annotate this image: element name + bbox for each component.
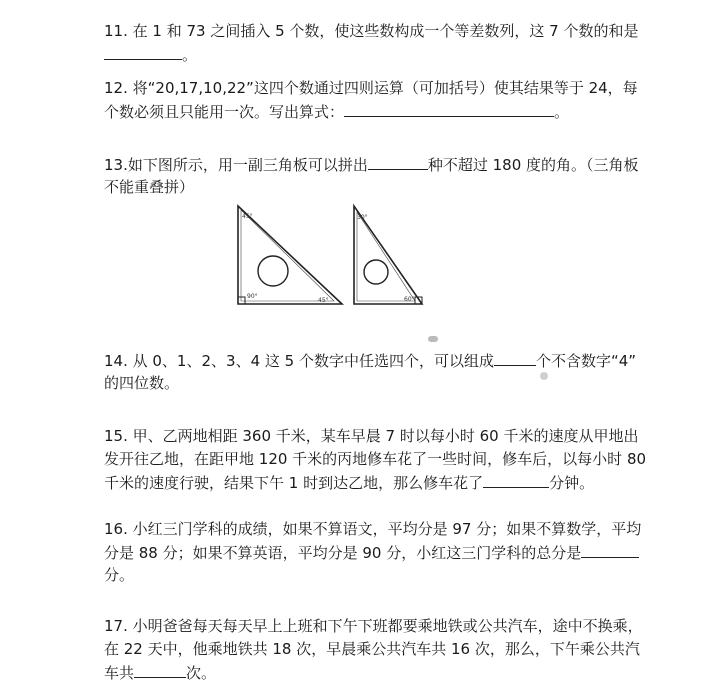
q11-period: 。	[182, 46, 198, 64]
triangle-45-hole	[258, 256, 288, 286]
q13-answer-blank[interactable]	[368, 153, 428, 170]
q11-line1: 11. 在 1 和 73 之间插入 5 个数，使这些数构成一个等差数列，这 7 个数的和是	[104, 22, 639, 40]
q13-text-b: 种不超过 180 度的角。（三角板	[427, 156, 639, 174]
q12-answer-blank[interactable]	[344, 100, 554, 117]
q11-answer-blank[interactable]	[104, 43, 182, 60]
angle-label-right: 45°	[318, 297, 329, 304]
q16-line3: 分。	[104, 566, 135, 584]
q14-text-b: 个不含数字“4”	[535, 352, 637, 370]
scan-smudge-2	[540, 372, 548, 380]
q14-text-a: 14. 从 0、1、2、3、4 这 5 个数字中任选四个，可以组成	[104, 352, 494, 370]
q12-prompt: 个数必须且只能用一次。写出算式：	[104, 103, 345, 121]
scan-smudge	[428, 336, 438, 342]
q16-text-a: 分是 88 分；如果不算英语，平均分是 90 分，小红这三门学科的总分是	[104, 544, 582, 562]
q11-line2	[104, 43, 197, 65]
q17-answer-blank[interactable]	[134, 661, 186, 678]
q13-text-a: 13.如下图所示，用一副三角板可以拼出	[104, 156, 368, 174]
angle-label-top-2: 30°	[357, 214, 368, 221]
right-angle-mark	[238, 297, 245, 304]
angle-label-top: 45°	[242, 213, 253, 220]
q15-text-a: 千米的速度行驶，结果下午 1 时到达乙地，那么修车花了	[104, 474, 484, 492]
q15-text-b: 分钟。	[549, 474, 595, 492]
triangle-30-inner	[357, 212, 415, 301]
q16-answer-blank[interactable]	[581, 541, 639, 558]
q13-line1	[104, 153, 639, 175]
triangle-30-60-90	[348, 200, 430, 310]
q17-line3	[104, 661, 216, 683]
q14-answer-blank[interactable]	[494, 349, 536, 366]
angle-label-right-2: 60°	[404, 296, 415, 303]
q12-period: 。	[554, 103, 570, 121]
q12-line2	[104, 100, 569, 122]
q17-line1: 17. 小明爸爸每天每天早上上班和下午下班都要乘地铁或公共汽车，途中不换乘，	[104, 617, 643, 635]
q15-line3	[104, 471, 594, 493]
q15-line1: 15. 甲、乙两地相距 360 千米，某车早晨 7 时以每小时 60 千米的速度从甲地出	[104, 427, 639, 445]
q16-line2	[104, 541, 639, 563]
q17-line2: 在 22 天中，他乘地铁共 18 次，早晨乘公共汽车共 16 次，那么，下午乘公共汽	[104, 640, 640, 658]
q17-text-b: 次。	[186, 664, 217, 682]
q13-line2: 不能重叠拼）	[104, 178, 195, 196]
triangle-30-hole	[364, 260, 388, 284]
q15-answer-blank[interactable]	[483, 471, 549, 488]
q15-line2: 发开往乙地，在距甲地 120 千米的丙地修车花了一些时间，修车后，以每小时 80	[104, 450, 647, 468]
q14-line1	[104, 349, 636, 371]
triangle-45-outer	[238, 206, 342, 304]
triangle-45-inner	[241, 210, 334, 301]
triangle-45-45-90	[232, 200, 350, 310]
q16-line1: 16. 小红三门学科的成绩，如果不算语文，平均分是 97 分；如果不算数学，平均	[104, 520, 642, 538]
angle-label-bottom-left: 90°	[247, 293, 258, 300]
q14-line2: 的四位数。	[104, 374, 180, 392]
q12-line1: 12. 将“20,17,10,22”这四个数通过四则运算（可加括号）使其结果等于 24，每	[104, 79, 638, 97]
q17-text-a: 车共	[104, 664, 135, 682]
